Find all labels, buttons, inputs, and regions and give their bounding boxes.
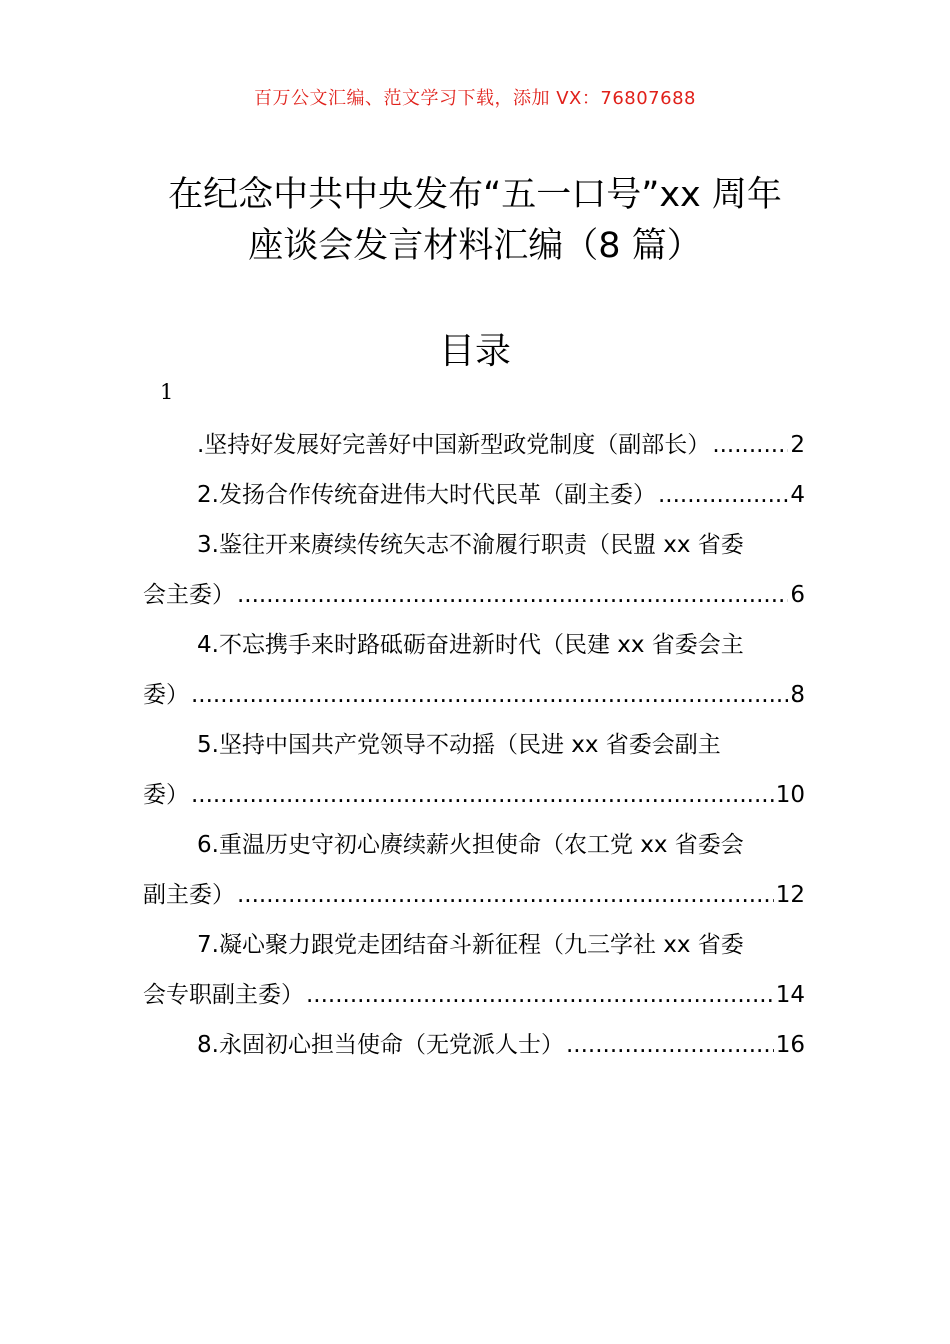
toc-marker: 1: [160, 380, 174, 404]
toc-page-number: 16: [775, 1032, 805, 1058]
toc-entry-title: 5.坚持中国共产党领导不动摇（民进 xx 省委会副主: [197, 732, 721, 758]
toc-entry-3[interactable]: [143, 520, 805, 620]
toc-entry-5[interactable]: [143, 720, 805, 820]
toc-leader-dots: [191, 670, 788, 720]
toc-entry-title: 8.永固初心担当使命（无党派人士）: [197, 1032, 564, 1058]
toc-leader-dots: [306, 970, 774, 1020]
toc-entry-6[interactable]: [143, 820, 805, 920]
document-title: [100, 170, 850, 272]
toc-entry-title: .坚持好发展好完善好中国新型政党制度（副部长）: [197, 432, 711, 458]
toc-entry-title: 6.重温历史守初心赓续薪火担使命（农工党 xx 省委会: [197, 832, 744, 858]
toc-entry-8[interactable]: [143, 1020, 805, 1070]
toc-leader-dots: [237, 870, 774, 920]
toc-leader-dots: [712, 420, 788, 470]
toc-leader-dots: [237, 570, 788, 620]
toc-entry-title-continued: 会专职副主委）: [143, 982, 304, 1008]
toc-entry-title: 2.发扬合作传统奋进伟大时代民革（副主委）: [197, 482, 656, 508]
toc-page-number: 10: [775, 782, 805, 808]
toc-heading: 目录: [438, 331, 511, 372]
toc-leader-dots: [191, 770, 774, 820]
toc-page-number: 12: [775, 882, 805, 908]
toc-entry-title-continued: 委）: [143, 782, 189, 808]
toc-leader-dots: [566, 1020, 774, 1070]
toc-entry-title: 4.不忘携手来时路砥砺奋进新时代（民建 xx 省委会主: [197, 632, 744, 658]
document-title-line-1: 在纪念中共中央发布“五一口号”xx 周年: [168, 175, 782, 215]
toc-entry-1[interactable]: [143, 420, 805, 470]
table-of-contents: [143, 420, 805, 1070]
toc-entry-2[interactable]: [143, 470, 805, 520]
header-note: 百万公文汇编、范文学习下载，添加 VX：76807688: [254, 88, 696, 109]
toc-entry-title: 3.鉴往开来赓续传统矢志不渝履行职责（民盟 xx 省委: [197, 532, 744, 558]
toc-page-number: 8: [790, 682, 805, 708]
toc-entry-title-continued: 副主委）: [143, 882, 235, 908]
toc-leader-dots: [658, 470, 788, 520]
toc-entry-title: 7.凝心聚力跟党走团结奋斗新征程（九三学社 xx 省委: [197, 932, 744, 958]
document-title-line-2: 座谈会发言材料汇编（8 篇）: [248, 226, 702, 266]
toc-entry-7[interactable]: [143, 920, 805, 1020]
toc-page-number: 2: [790, 432, 805, 458]
toc-page-number: 4: [790, 482, 805, 508]
toc-entry-title-continued: 会主委）: [143, 582, 235, 608]
toc-page-number: 14: [775, 982, 805, 1008]
toc-page-number: 6: [790, 582, 805, 608]
toc-entry-4[interactable]: [143, 620, 805, 720]
toc-entry-title-continued: 委）: [143, 682, 189, 708]
